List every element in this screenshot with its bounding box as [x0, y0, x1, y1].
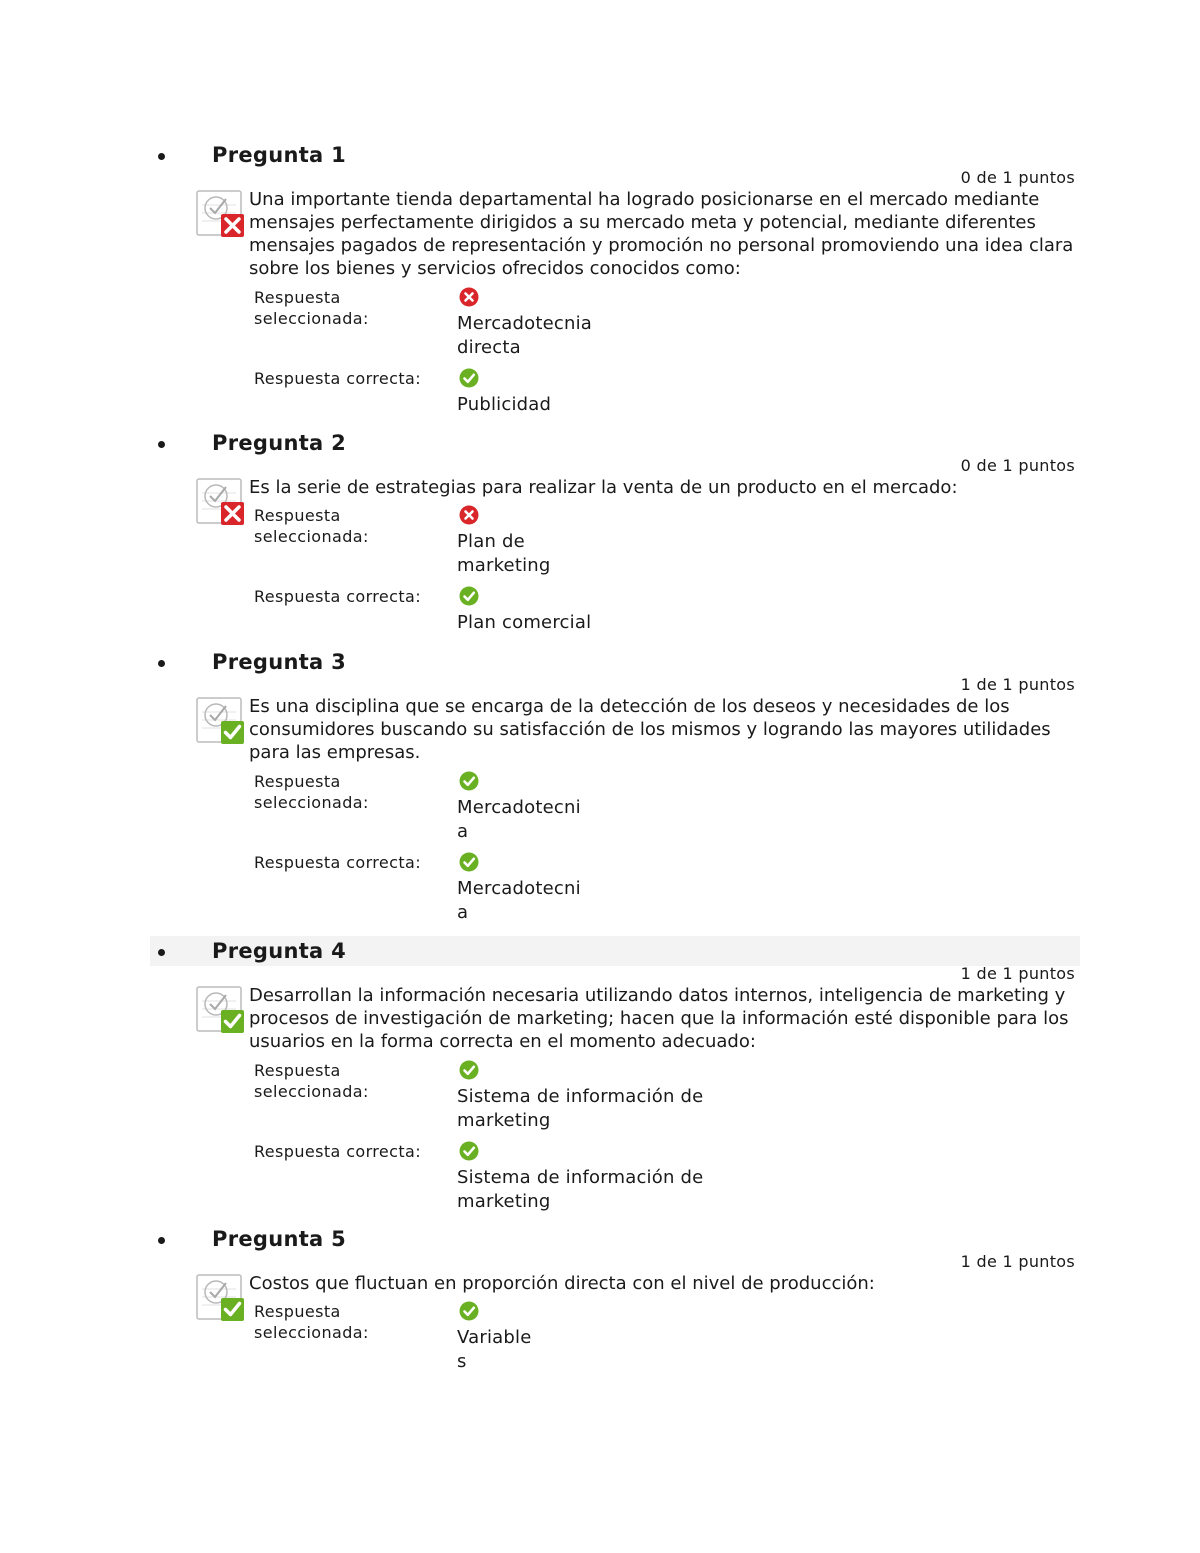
bullet-icon: [158, 949, 165, 956]
question-text: Desarrollan la información necesaria utilizando datos internos, inteligencia de marketing y procesos de investigación de marketing; hacen que la información esté disponible para los usuarios en la forma correcta en el momento adecuado:: [249, 985, 1069, 1052]
bullet-icon: [158, 1237, 165, 1244]
answers: [254, 505, 1080, 635]
bullet-icon: [158, 441, 165, 448]
question-3: [150, 647, 1080, 933]
question-body: [150, 188, 1080, 417]
selected-answer-value: [457, 1060, 737, 1133]
correct-answer-row: [254, 852, 1080, 925]
correct-answer-value: [457, 368, 737, 417]
correct-status-icon: [196, 1272, 246, 1322]
correct-answer-value: [457, 1141, 737, 1214]
check-icon: [459, 368, 479, 388]
question-1: [150, 140, 1080, 425]
correct-answer-label: Respuesta correcta:: [254, 369, 422, 388]
selected-answer-value: [457, 771, 737, 844]
question-title: Pregunta 5: [212, 1227, 347, 1251]
question-points: 1 de 1 puntos: [960, 675, 1075, 694]
correct-answer-text: Sistema de información de marketing: [457, 1167, 704, 1212]
correct-answer-value: [457, 586, 737, 635]
correct-status-icon: [196, 984, 246, 1034]
question-points: 0 de 1 puntos: [960, 168, 1075, 187]
correct-answer-label: Respuesta correcta:: [254, 853, 422, 872]
correct-answer-label: Respuesta correcta:: [254, 1142, 422, 1161]
selected-answer-label: Respuesta seleccionada:: [254, 506, 369, 546]
question-header: [150, 428, 1080, 475]
wrong-icon: [459, 505, 479, 525]
correct-answer-row: [254, 1141, 1080, 1214]
selected-answer-label: Respuesta seleccionada:: [254, 1061, 369, 1101]
answers: [254, 1060, 1080, 1214]
question-body: [150, 984, 1080, 1214]
bullet-icon: [158, 153, 165, 160]
check-icon: [459, 1301, 479, 1321]
question-header: [150, 1224, 1080, 1271]
incorrect-status-icon: [196, 188, 246, 238]
answers: [254, 771, 1080, 925]
selected-answer-value: [457, 287, 737, 360]
question-5: [150, 1224, 1080, 1382]
check-icon: [459, 1060, 479, 1080]
question-text: Es la serie de estrategias para realizar la venta de un producto en el mercado:: [249, 477, 958, 498]
selected-answer-row: [254, 771, 1080, 844]
question-points: 0 de 1 puntos: [960, 456, 1075, 475]
question-header: [150, 140, 1080, 187]
selected-answer-row: [254, 287, 1080, 360]
correct-answer-row: [254, 368, 1080, 417]
selected-answer-value: [457, 1301, 737, 1374]
selected-answer-text: Variables: [457, 1327, 532, 1372]
question-text: Costos que fluctuan en proporción directa con el nivel de producción:: [249, 1273, 875, 1294]
question-body: [150, 1272, 1080, 1374]
question-body: [150, 476, 1080, 635]
selected-answer-row: [254, 505, 1080, 578]
check-icon: [459, 1141, 479, 1161]
correct-answer-value: [457, 852, 737, 925]
incorrect-status-icon: [196, 476, 246, 526]
check-icon: [459, 771, 479, 791]
question-title: Pregunta 3: [212, 650, 347, 674]
question-title: Pregunta 2: [212, 431, 347, 455]
selected-answer-value: [457, 505, 737, 578]
question-body: [150, 695, 1080, 925]
selected-answer-row: [254, 1301, 1080, 1374]
correct-answer-text: Mercadotecnia: [457, 878, 581, 923]
selected-answer-label: Respuesta seleccionada:: [254, 772, 369, 812]
answers: [254, 287, 1080, 417]
question-text: Es una disciplina que se encarga de la detección de los deseos y necesidades de los consumidores buscando su satisfacción de los mismos y logrando las mayores utilidades para las empresas.: [249, 696, 1051, 763]
correct-status-icon: [196, 695, 246, 745]
question-4: [150, 936, 1080, 1222]
correct-answer-text: Publicidad: [457, 394, 552, 415]
selected-answer-text: Mercadotecnia directa: [457, 313, 593, 358]
correct-answer-label: Respuesta correcta:: [254, 587, 422, 606]
selected-answer-text: Plan de marketing: [457, 531, 551, 576]
correct-answer-text: Plan comercial: [457, 612, 592, 633]
check-icon: [459, 586, 479, 606]
bullet-icon: [158, 660, 165, 667]
question-points: 1 de 1 puntos: [960, 964, 1075, 983]
question-2: [150, 428, 1080, 643]
selected-answer-text: Mercadotecnia: [457, 797, 581, 842]
selected-answer-label: Respuesta seleccionada:: [254, 1302, 369, 1342]
question-title: Pregunta 4: [212, 939, 347, 963]
answers: [254, 1301, 1080, 1374]
selected-answer-label: Respuesta seleccionada:: [254, 288, 369, 328]
question-text: Una importante tienda departamental ha logrado posicionarse en el mercado mediante mensajes perfectamente dirigidos a su mercado meta y potencial, mediante diferentes mensajes pagados de representación y promoción no personal promoviendo una idea clara sobre los bienes y servicios ofrecidos conocidos como:: [249, 189, 1074, 279]
selected-answer-row: [254, 1060, 1080, 1133]
question-title: Pregunta 1: [212, 143, 347, 167]
correct-answer-row: [254, 586, 1080, 635]
question-header: [150, 647, 1080, 694]
question-points: 1 de 1 puntos: [960, 1252, 1075, 1271]
selected-answer-text: Sistema de información de marketing: [457, 1086, 704, 1131]
question-header: [150, 936, 1080, 983]
check-icon: [459, 852, 479, 872]
wrong-icon: [459, 287, 479, 307]
